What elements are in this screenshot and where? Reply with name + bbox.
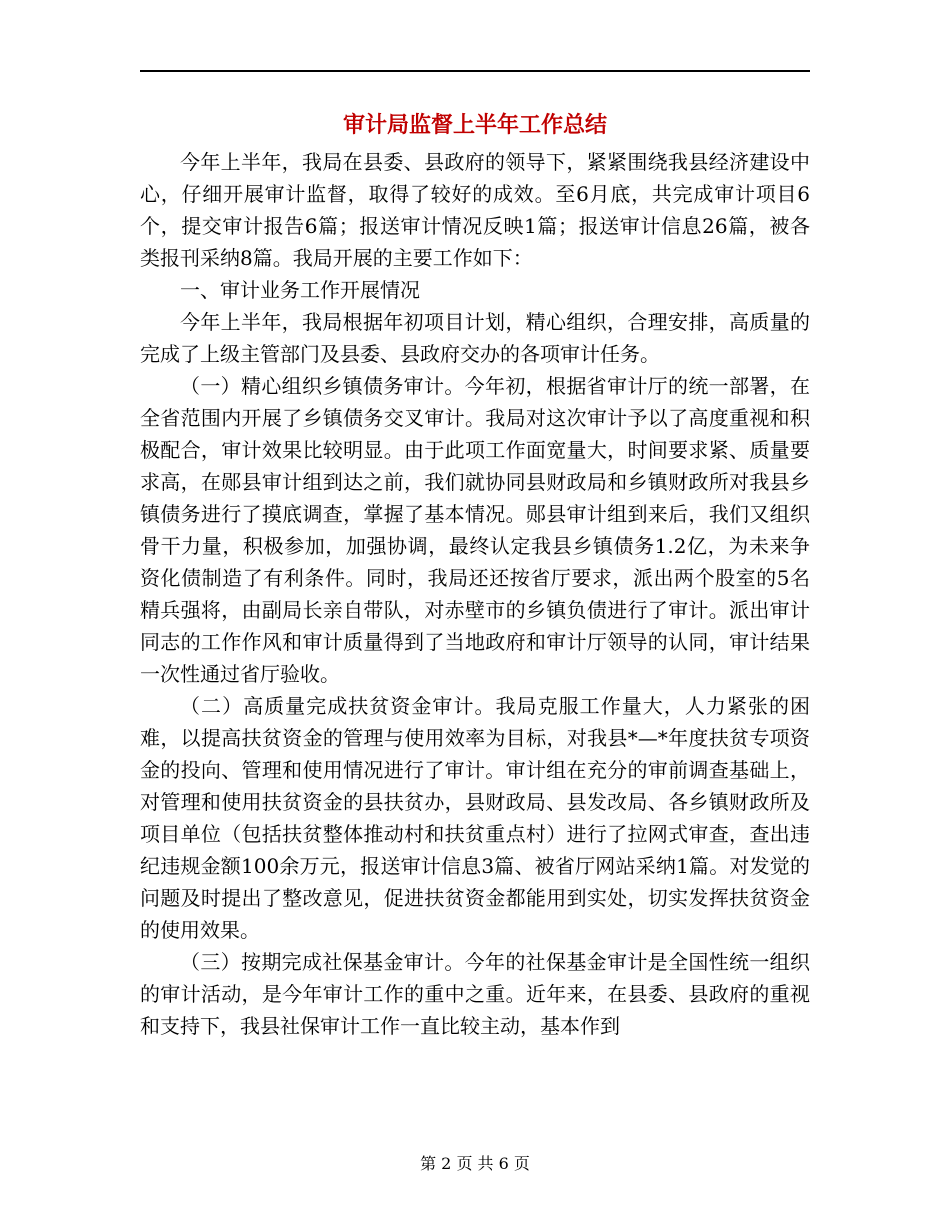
paragraph-poverty-fund-audit: （二）高质量完成扶贫资金审计。我局克服工作量大，人力紧张的困难，以提高扶贫资金的管理与使用效率为目标，对我县*—*年度扶贫专项资金的投向、管理和使用情况进行了审计。审计组在充分的审前调查基础上，对管理和使用扶贫资金的县扶贫办，县财政局、县发改局、各乡镇财政所及项目单位（包括扶贫整体推动村和扶贫重点村）进行了拉网式审查，查出违纪违规金额100余万元，报送审计信息3篇、被省厅网站采纳1篇。对发觉的问题及时提出了整改意见，促进扶贫资金都能用到实处，切实发挥扶贫资金的使用效果。 bbox=[140, 694, 810, 942]
section-heading-1: 一、审计业务工作开展情况 bbox=[180, 278, 420, 302]
paragraph-social-security-audit: （三）按期完成社保基金审计。今年的社保基金审计是全国性统一组织的审计活动，是今年审计工作的重中之重。近年来，在县委、县政府的重视和支持下，我县社保审计工作一直比较主动，基本作到 bbox=[140, 950, 810, 1038]
document-body bbox=[140, 146, 810, 1042]
paragraph-township-debt-audit: （一）精心组织乡镇债务审计。今年初，根据省审计厅的统一部署，在全省范围内开展了乡镇债务交叉审计。我局对这次审计予以了高度重视和积极配合，审计效果比较明显。由于此项工作面宽量大，时间要求紧、质量要求高，在郧县审计组到达之前，我们就协同县财政局和乡镇财政所对我县乡镇债务进行了摸底调查，掌握了基本情况。郧县审计组到来后，我们又组织骨干力量，积极参加，加强协调，最终认定我县乡镇债务1.2亿，为未来争资化债制造了有利条件。同时，我局还还按省厅要求，派出两个股室的5名精兵强将，由副局长亲自带队，对赤壁市的乡镇负债进行了审计。派出审计同志的工作作风和审计质量得到了当地政府和审计厅领导的认同，审计结果一次性通过省厅验收。 bbox=[140, 374, 810, 686]
document-title: 审计局监督上半年工作总结 bbox=[342, 113, 607, 138]
paragraph-section-1-intro: 今年上半年，我局根据年初项目计划，精心组织，合理安排，高质量的完成了上级主管部门及县委、县政府交办的各项审计任务。 bbox=[140, 310, 810, 366]
page-footer: 第 2 页 共 6 页 bbox=[420, 1154, 530, 1173]
paragraph-intro: 今年上半年，我局在县委、县政府的领导下，紧紧围绕我县经济建设中心，仔细开展审计监督，取得了较好的成效。至6月底，共完成审计项目6个，提交审计报告6篇；报送审计情况反映1篇；报送审计信息26篇，被各类报刊采纳8篇。我局开展的主要工作如下： bbox=[140, 150, 810, 270]
header-rule bbox=[140, 70, 810, 72]
